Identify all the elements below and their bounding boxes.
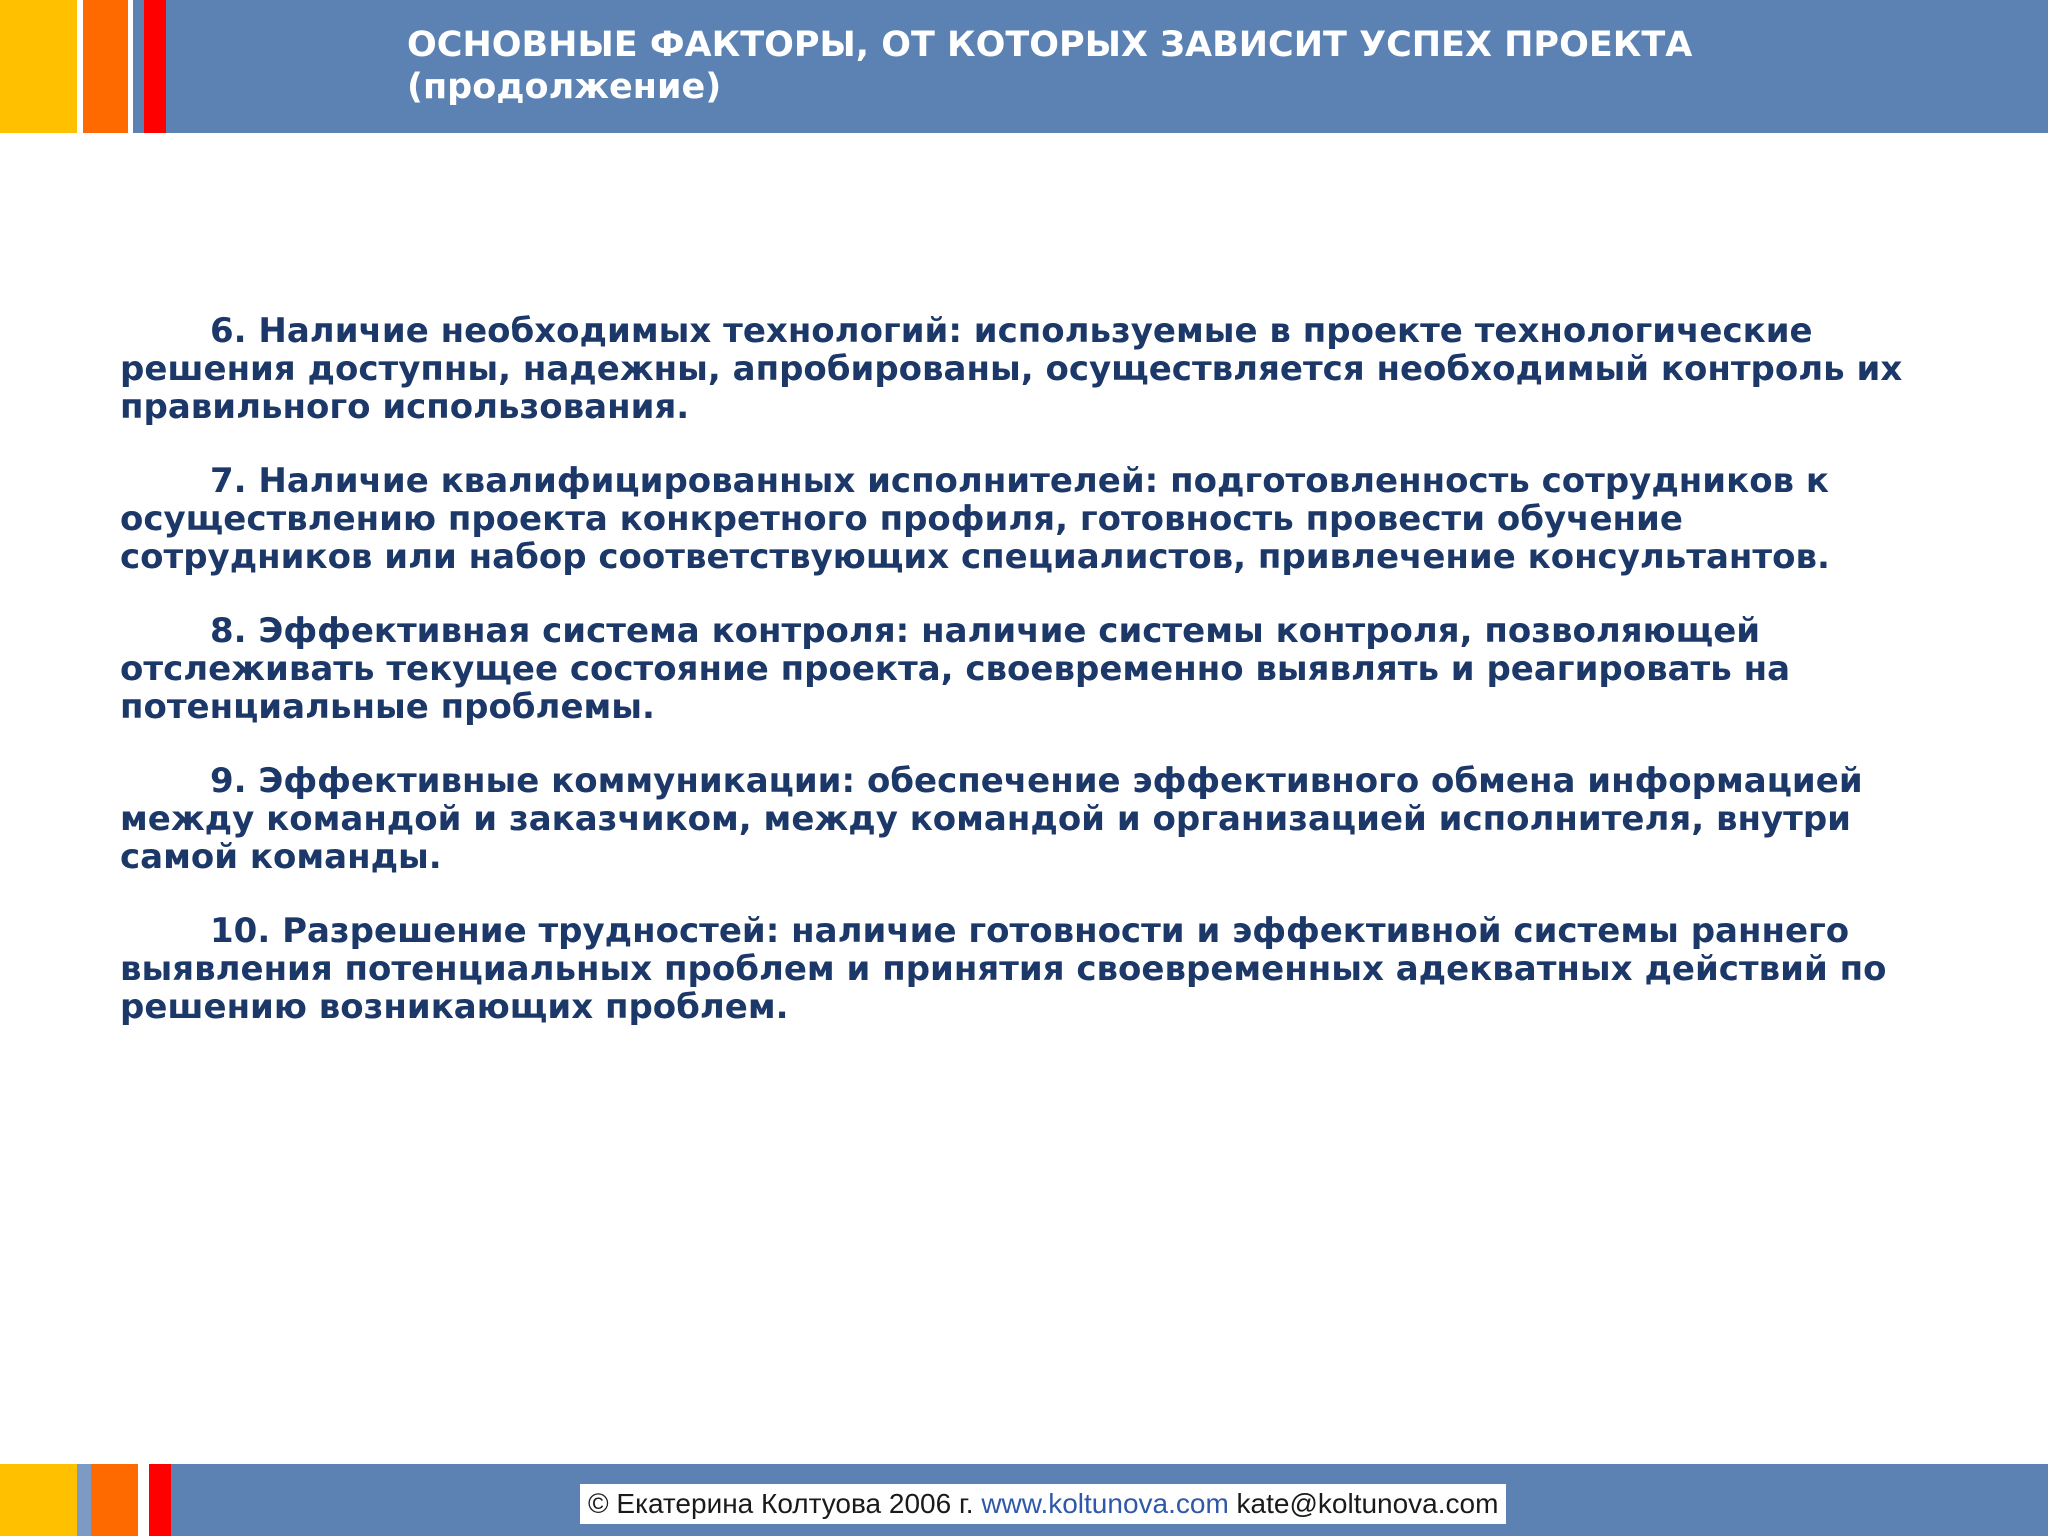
- slide-title: [407, 24, 2007, 108]
- factor-list: [120, 312, 1940, 1062]
- slide-title-line1: ОСНОВНЫЕ ФАКТОРЫ, ОТ КОТОРЫХ ЗАВИСИТ УСПЕХ ПРОЕКТА: [407, 25, 1693, 65]
- footer-stripe-orange: [91, 1464, 138, 1536]
- factor-item-7: 7. Наличие квалифицированных исполнителей: подготовленность сотрудников к осуществлению проекта конкретного профиля, готовность провести обучение сотрудников или набор соответствующих специалистов, привлечение консультантов.: [120, 461, 1830, 577]
- factor-item-9: 9. Эффективные коммуникации: обеспечение эффективного обмена информацией между командой и заказчиком, между командой и организацией исполнителя, внутри самой команды.: [120, 761, 1863, 877]
- footer-band: [0, 1464, 2048, 1536]
- header-stripe-blue: [133, 0, 144, 133]
- header-band: [0, 0, 2048, 133]
- footer-stripe-gap: [138, 1464, 149, 1536]
- footer-stripe-light-blue: [77, 1464, 91, 1536]
- header-stripe-yellow: [0, 0, 77, 133]
- factor-item-10: 10. Разрешение трудностей: наличие готовности и эффективной системы раннего выявления потенциальных проблем и принятия своевременных адекватных действий по решению возникающих проблем.: [120, 911, 1887, 1027]
- footer-website-link[interactable]: www.koltunova.com: [981, 1488, 1229, 1519]
- footer-email[interactable]: kate@koltunova.com: [1236, 1488, 1499, 1519]
- footer-copyright: © Екатерина Колтуова 2006 г.: [588, 1488, 974, 1519]
- footer-stripe-yellow: [0, 1464, 77, 1536]
- footer-credits: [580, 1484, 1506, 1524]
- header-stripe-orange: [83, 0, 128, 133]
- slide-title-line2: (продолжение): [407, 67, 722, 107]
- factor-item-6: 6. Наличие необходимых технологий: используемые в проекте технологические решения доступны, надежны, апробированы, осуществляется необходимый контроль их правильного использования.: [120, 311, 1903, 427]
- factor-item-8: 8. Эффективная система контроля: наличие системы контроля, позволяющей отслеживать текущее состояние проекта, своевременно выявлять и реагировать на потенциальные проблемы.: [120, 611, 1791, 727]
- footer-stripe-red: [149, 1464, 171, 1536]
- header-stripe-red: [144, 0, 166, 133]
